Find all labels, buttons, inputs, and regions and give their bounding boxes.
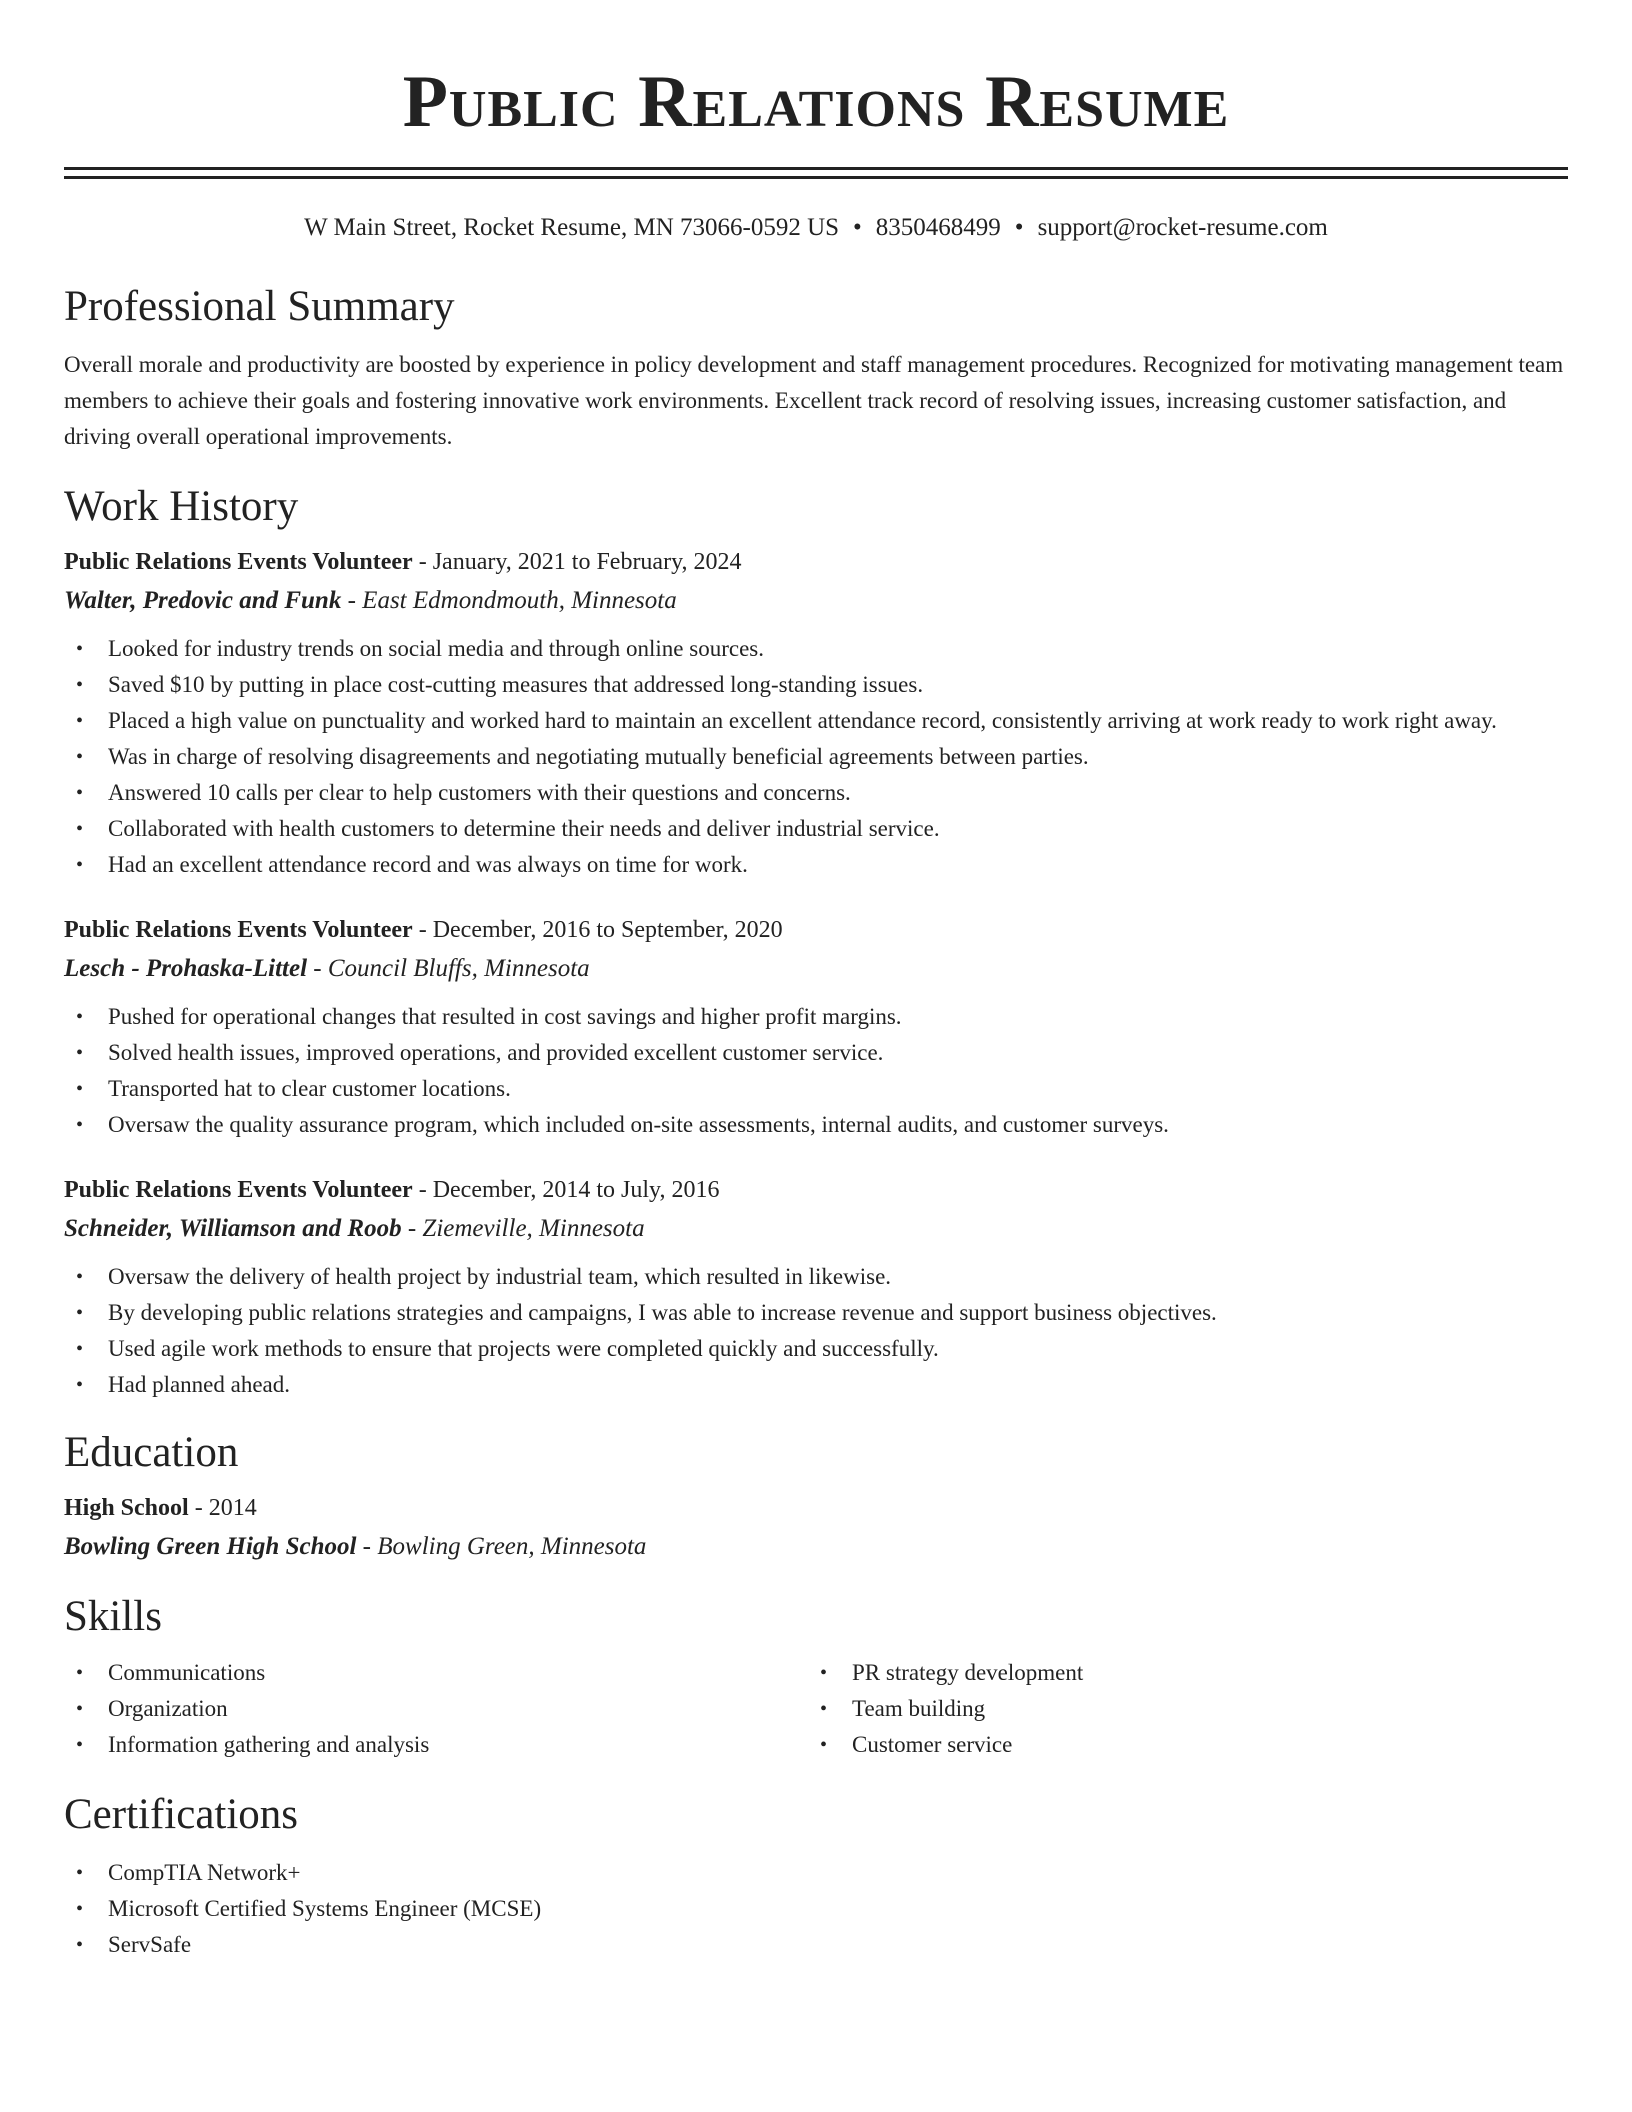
job-bullets [64, 999, 1568, 1143]
job-location: - Ziemeville, Minnesota [401, 1215, 645, 1242]
skills-columns [64, 1655, 1568, 1763]
list-item: • Pushed for operational changes that resulted in cost savings and higher profit margins. [64, 999, 1568, 1035]
list-item: • PR strategy development [808, 1655, 1552, 1691]
list-item: • Used agile work methods to ensure that projects were completed quickly and successfully. [64, 1331, 1568, 1367]
list-item: • Oversaw the delivery of health project by industrial team, which resulted in likewise. [64, 1259, 1568, 1295]
education-heading: Education [64, 1429, 239, 1476]
list-item: • Answered 10 calls per clear to help customers with their questions and concerns. [64, 775, 1568, 811]
job-location: - Council Bluffs, Minnesota [307, 955, 590, 982]
job-company: Lesch - Prohaska-Littel [64, 955, 308, 982]
summary-heading: Professional Summary [64, 283, 455, 330]
certifications-heading: Certifications [64, 1791, 299, 1838]
list-item: • Looked for industry trends on social media and through online sources. [64, 631, 1568, 667]
list-item: • Team building [808, 1691, 1552, 1727]
job-dates: - December, 2014 to July, 2016 [412, 1177, 720, 1203]
title-divider-bottom [64, 176, 1568, 179]
list-item: • Organization [64, 1691, 808, 1727]
graduation-year: - 2014 [188, 1495, 257, 1521]
job-company-line [64, 949, 1568, 989]
job-company-line [64, 1209, 1568, 1249]
job-title-line [64, 543, 1568, 581]
list-item: • Oversaw the quality assurance program, which included on-site assessments, internal audits, and customer surveys. [64, 1107, 1568, 1143]
job-entry [64, 543, 1568, 883]
list-item: • Saved $10 by putting in place cost-cutting measures that addressed long-standing issues. [64, 667, 1568, 703]
contact-separator: • [853, 214, 862, 241]
list-item: • By developing public relations strategies and campaigns, I was able to increase revenue and support business objectives. [64, 1295, 1568, 1331]
contact-separator: • [1014, 214, 1024, 241]
job-location: - East Edmondmouth, Minnesota [341, 587, 677, 614]
list-item: • Was in charge of resolving disagreements and negotiating mutually beneficial agreements between parties. [64, 739, 1568, 775]
list-item: • Had an excellent attendance record and was always on time for work. [64, 847, 1568, 883]
degree: High School [64, 1495, 189, 1521]
job-company-line [64, 581, 1568, 621]
school-line [64, 1527, 1568, 1567]
school-location: - Bowling Green, Minnesota [356, 1533, 647, 1560]
list-item: • Microsoft Certified Systems Engineer (MCSE) [64, 1891, 1568, 1927]
job-company: Walter, Predovic and Funk [64, 587, 342, 614]
job-bullets [64, 631, 1568, 883]
degree-line [64, 1489, 1568, 1527]
job-dates: - December, 2016 to September, 2020 [412, 917, 783, 943]
certifications-list [64, 1855, 1568, 1963]
list-item: • Customer service [808, 1727, 1552, 1763]
page-title: Public Relations Resume [402, 61, 1230, 143]
job-title: Public Relations Events Volunteer [64, 1177, 413, 1203]
job-bullets [64, 1259, 1568, 1403]
contact-phone: 8350468499 [875, 214, 1001, 241]
education-entry [64, 1489, 1568, 1567]
list-item: • Transported hat to clear customer locations. [64, 1071, 1568, 1107]
job-dates: - January, 2021 to February, 2024 [412, 549, 742, 575]
list-item: • Had planned ahead. [64, 1367, 1568, 1403]
list-item: • ServSafe [64, 1927, 1568, 1963]
list-item: • Solved health issues, improved operations, and provided excellent customer service. [64, 1035, 1568, 1071]
job-title-line [64, 1171, 1568, 1209]
contact-address: W Main Street, Rocket Resume, MN 73066-0592 US [304, 214, 840, 241]
job-title-line [64, 911, 1568, 949]
job-title: Public Relations Events Volunteer [64, 549, 413, 575]
list-item: • Information gathering and analysis [64, 1727, 808, 1763]
contact-line [64, 211, 1568, 245]
job-entry [64, 1171, 1568, 1403]
job-entry [64, 911, 1568, 1143]
list-item: • Placed a high value on punctuality and worked hard to maintain an excellent attendance record, consistently arriving at work ready to work right away. [64, 703, 1568, 739]
skills-heading: Skills [64, 1593, 162, 1640]
contact-email: support@rocket-resume.com [1037, 214, 1328, 241]
title-divider-top [64, 167, 1568, 170]
work-history-heading: Work History [64, 483, 299, 530]
list-item: • Collaborated with health customers to determine their needs and deliver industrial service. [64, 811, 1568, 847]
summary-text: Overall morale and productivity are boosted by experience in policy development and staff management procedures. Recognized for motivating management team members to achieve their goals and fostering innovative work environments. Excellent track record of resolving issues, increasing customer satisfaction, and driving overall operational improvements. [64, 352, 1564, 449]
list-item: • CompTIA Network+ [64, 1855, 1568, 1891]
job-title: Public Relations Events Volunteer [64, 917, 413, 943]
resume-page [64, 0, 1568, 1963]
skills-list-left [64, 1655, 808, 1763]
skills-list-right [808, 1655, 1552, 1763]
list-item: • Communications [64, 1655, 808, 1691]
job-company: Schneider, Williamson and Roob [64, 1215, 402, 1242]
school-name: Bowling Green High School [64, 1533, 357, 1560]
